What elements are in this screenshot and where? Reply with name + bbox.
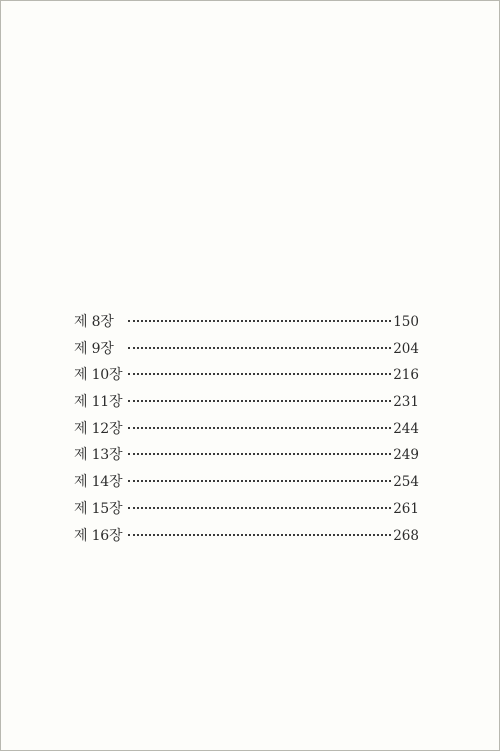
toc-entry: [74, 362, 419, 389]
page-number: 150: [393, 314, 419, 330]
chapter-title: 제 15장: [74, 500, 123, 517]
dot-leader: [128, 373, 391, 375]
chapter-title: 제 16장: [74, 527, 123, 544]
dot-leader: [128, 320, 391, 322]
dot-leader: [128, 347, 391, 349]
chapter-title: 제 9장: [74, 340, 114, 357]
chapter-title: 제 10장: [74, 367, 123, 384]
page-number: 268: [393, 527, 419, 544]
toc-entry: [74, 469, 419, 496]
table-of-contents: [74, 309, 419, 549]
chapter-title: 제 12장: [74, 420, 123, 437]
toc-entry: [74, 309, 419, 336]
page-number: 249: [393, 447, 419, 464]
toc-entry: [74, 389, 419, 416]
chapter-title: 제 13장: [74, 447, 123, 464]
page-number: 231: [393, 394, 419, 411]
chapter-title: 제 8장: [74, 314, 114, 330]
toc-entry: [74, 336, 419, 363]
dot-leader: [128, 507, 391, 509]
chapter-title: 제 14장: [74, 474, 123, 491]
toc-entry: [74, 496, 419, 523]
toc-entry: [74, 442, 419, 469]
dot-leader: [128, 534, 391, 536]
page-number: 254: [393, 474, 419, 491]
toc-entry: [74, 416, 419, 443]
dot-leader: [128, 400, 391, 402]
dot-leader: [128, 453, 391, 455]
dot-leader: [128, 480, 391, 482]
dot-leader: [128, 427, 391, 429]
toc-entry: [74, 523, 419, 550]
page-number: 261: [393, 500, 419, 517]
page-number: 204: [393, 340, 419, 357]
page-number: 244: [393, 420, 419, 437]
page-number: 216: [393, 367, 419, 384]
chapter-title: 제 11장: [74, 394, 123, 411]
